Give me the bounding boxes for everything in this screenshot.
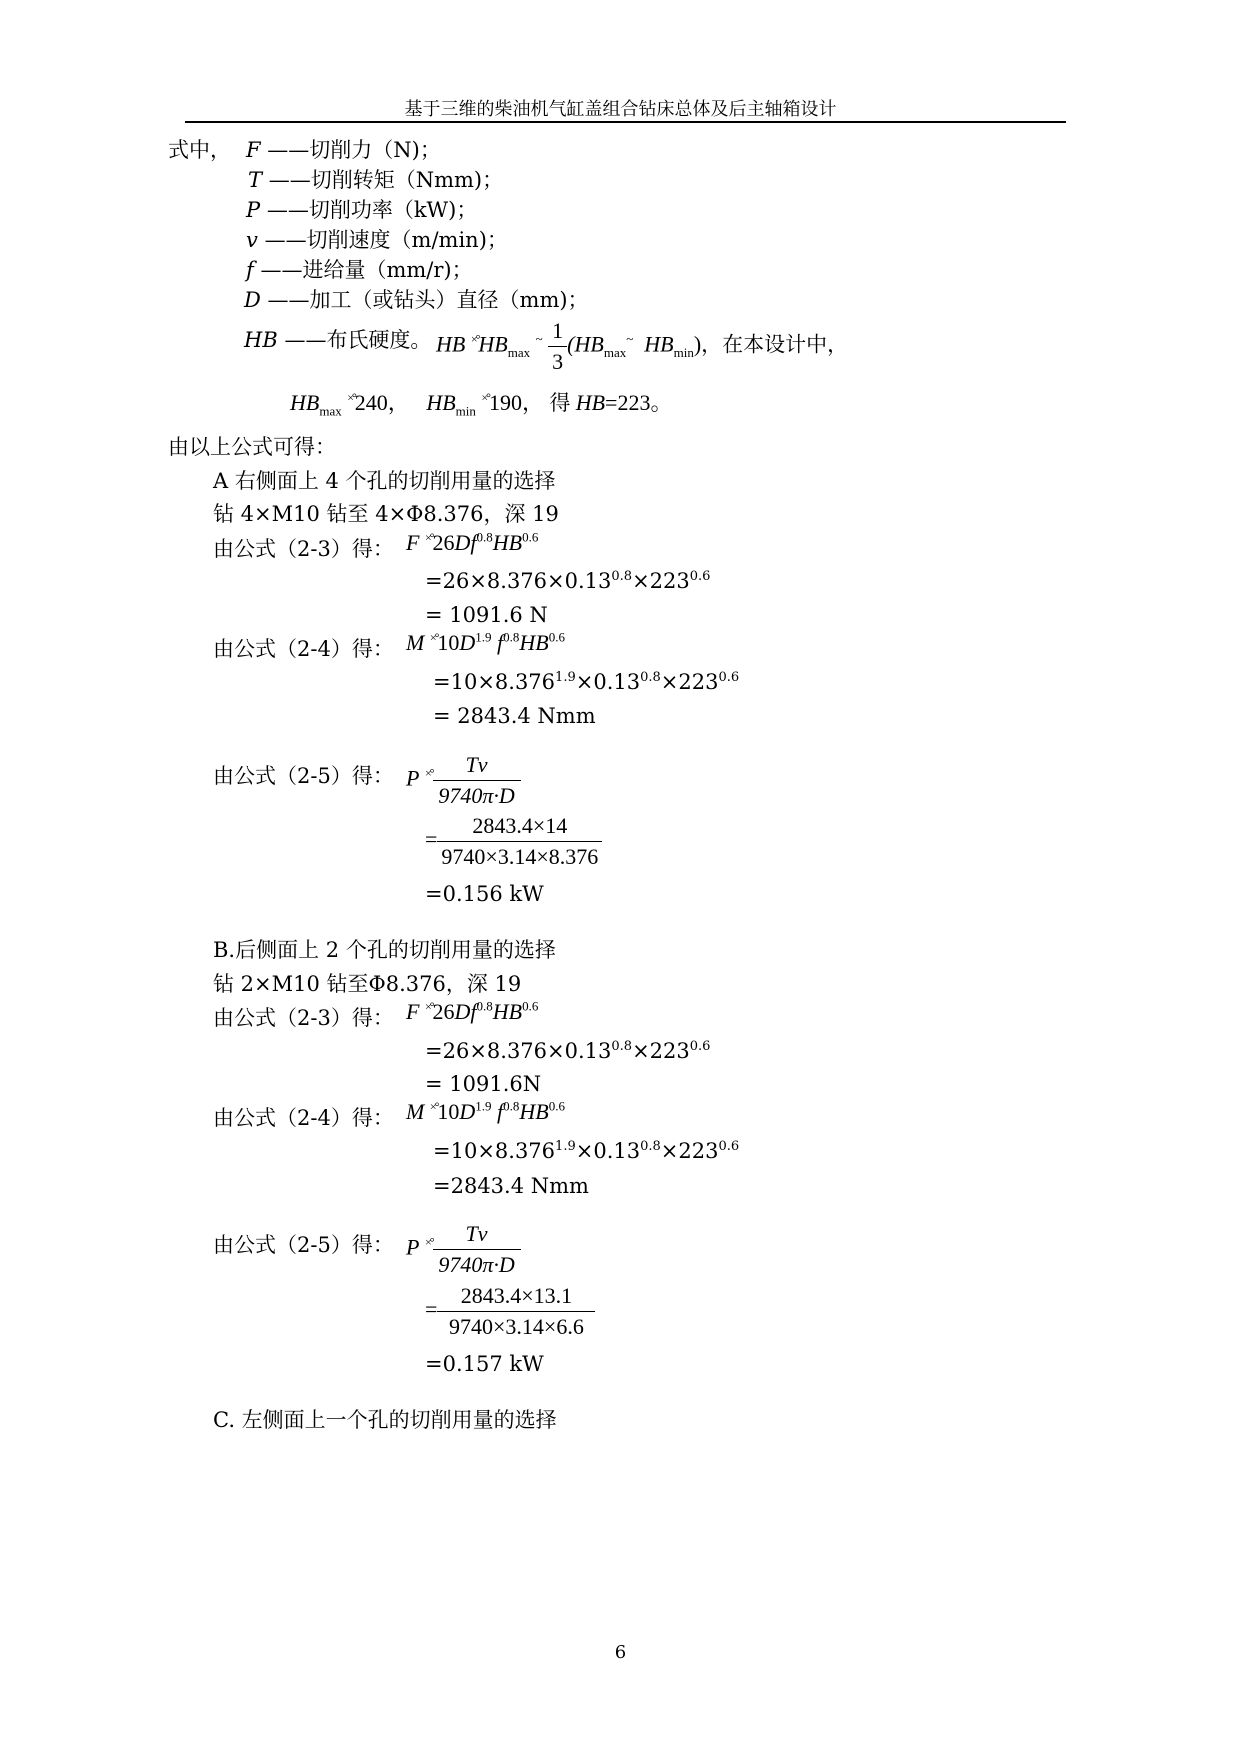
formula-subscript: max — [603, 344, 627, 360]
fraction-denominator: 9740π·D — [438, 1252, 515, 1277]
formula-term: HB — [290, 390, 320, 415]
formula-value: 240， — [354, 390, 410, 415]
formula-label: 由公式（2-3）得： — [213, 1006, 394, 1030]
formula-coef: 10 — [437, 630, 460, 655]
torque-result: =2843.4 Nmm — [433, 1174, 589, 1198]
force-formula — [406, 999, 538, 1025]
formula-term: HB — [426, 390, 456, 415]
formula-label: 由公式（2-4）得： — [213, 1106, 394, 1130]
def-diameter — [244, 286, 589, 314]
def-symbol: HB — [244, 328, 278, 352]
fraction-denominator: 9740π·D — [438, 783, 515, 808]
relation-symbol: ×° — [347, 390, 355, 405]
formula-lhs: P — [406, 765, 420, 791]
formula-exponent: 0.6 — [522, 998, 539, 1014]
formula-label: 由公式（2-3）得： — [213, 537, 394, 561]
formula-exponent: 0.6 — [548, 629, 565, 645]
formula-fraction — [437, 1283, 595, 1340]
calc-exponent: 0.8 — [640, 1139, 661, 1154]
def-power — [246, 196, 477, 224]
formula-lhs: M — [406, 630, 425, 655]
def-symbol: f — [246, 258, 254, 282]
formula-term: ) — [693, 331, 702, 357]
formula-term: D — [459, 630, 476, 655]
power-formula — [406, 752, 521, 809]
formula-subscript: max — [507, 344, 531, 360]
calc-text: ×0.13 — [575, 1139, 641, 1163]
fraction-denominator: 9740×3.14×8.376 — [441, 844, 599, 869]
calc-exponent: 0.8 — [611, 569, 633, 584]
def-description: ——布氏硬度。 — [284, 328, 432, 352]
force-substitution — [425, 567, 710, 595]
calc-text: ×223 — [632, 1039, 690, 1063]
relation-symbol: ×° — [424, 530, 433, 545]
section-a-heading: A 右侧面上 4 个孔的切削用量的选择 — [213, 469, 556, 493]
formula-exponent: 1.9 — [475, 1098, 492, 1114]
formula-tail: ，在本设计中， — [701, 332, 849, 357]
def-speed — [246, 226, 508, 254]
formula-fraction — [433, 1221, 521, 1278]
header-rule — [185, 121, 1066, 123]
formula-term: HB — [492, 999, 523, 1024]
fraction-denominator: 3 — [552, 349, 564, 374]
formula-term: HB — [519, 1099, 549, 1124]
formula-lhs: HB — [436, 331, 466, 357]
formula-term: HB — [492, 530, 523, 555]
formula-exponent: 0.8 — [503, 629, 520, 645]
formula-coef: 10 — [437, 1099, 460, 1124]
calc-text: =10×8.376 — [433, 670, 556, 694]
calc-text: =26×8.376×0.13 — [425, 1039, 612, 1063]
formula-lhs: M — [406, 1099, 425, 1124]
def-symbol: P — [246, 198, 261, 222]
def-description: ——切削力（N)； — [267, 138, 441, 162]
where-lead: 式中， — [168, 138, 231, 162]
formula-term: D — [459, 1099, 476, 1124]
calc-text: ×0.13 — [575, 670, 641, 694]
relation-symbol: ×° — [470, 332, 479, 347]
fraction-numerator: Tv — [433, 752, 521, 781]
formula-lhs: F — [406, 530, 420, 555]
force-result: = 1091.6 N — [425, 603, 548, 627]
formula-label: 由公式（2-4）得： — [213, 637, 394, 661]
formula-exponent: 0.6 — [522, 529, 539, 545]
calc-text: =26×8.376×0.13 — [425, 569, 612, 593]
hb-values — [290, 386, 672, 417]
def-description: ——切削功率（kW)； — [266, 198, 478, 222]
def-symbol: v — [246, 228, 258, 252]
def-description: ——切削速度（m/min)； — [264, 228, 508, 252]
fraction-numerator: Tv — [433, 1221, 521, 1250]
formula-text: 得 — [549, 391, 576, 415]
calc-exponent: 0.6 — [689, 569, 711, 584]
def-torque — [248, 166, 503, 194]
torque-substitution — [433, 1137, 739, 1165]
formula-exponent: 0.6 — [548, 1098, 565, 1114]
formula-exponent: 1.9 — [475, 629, 492, 645]
torque-result: = 2843.4 Nmm — [433, 704, 596, 728]
power-result: =0.157 kW — [425, 1352, 544, 1376]
formula-term: f — [470, 530, 477, 555]
def-hardness — [244, 326, 431, 354]
force-substitution — [425, 1037, 710, 1065]
formula-term: f — [497, 630, 504, 655]
formula-subscript: min — [673, 344, 694, 360]
fraction-numerator: 1 — [548, 318, 567, 347]
formula-fraction — [437, 813, 602, 870]
def-symbol: T — [248, 168, 263, 192]
relation-symbol: ×° — [429, 1099, 438, 1114]
def-symbol: F — [246, 138, 261, 162]
torque-formula — [406, 630, 565, 656]
formula-fraction — [433, 752, 521, 809]
formula-term: D — [454, 530, 471, 555]
formula-tilde: ~ — [535, 331, 543, 347]
def-symbol: D — [244, 288, 261, 312]
calc-text: ×223 — [660, 1139, 719, 1163]
fraction-numerator: 2843.4×14 — [437, 813, 602, 842]
intro-paragraph: 由以上公式可得： — [168, 435, 336, 459]
def-description: ——切削转矩（Nmm)； — [268, 168, 504, 192]
fraction-numerator: 2843.4×13.1 — [437, 1283, 595, 1312]
formula-coef: 26 — [432, 999, 455, 1024]
torque-formula — [406, 1099, 565, 1125]
calc-exponent: 1.9 — [555, 670, 576, 685]
formula-coef: 26 — [432, 530, 455, 555]
formula-lhs: F — [406, 999, 420, 1024]
relation-symbol: ×° — [481, 390, 489, 405]
formula-fraction — [548, 318, 567, 375]
calc-text: = — [425, 1296, 438, 1322]
calc-exponent: 0.6 — [718, 1139, 740, 1154]
formula-subscript: max — [319, 403, 342, 419]
formula-term: HB — [575, 390, 606, 415]
power-substitution — [425, 1283, 595, 1340]
section-b-drill: 钻 2×M10 钻至Φ8.376，深 19 — [213, 972, 522, 996]
force-formula — [406, 530, 538, 556]
formula-value: =223。 — [605, 390, 673, 415]
power-substitution — [425, 813, 602, 870]
calc-exponent: 0.6 — [689, 1039, 711, 1054]
section-c-heading: C. 左侧面上一个孔的切削用量的选择 — [213, 1408, 557, 1432]
section-a-drill: 钻 4×M10 钻至 4×Φ8.376，深 19 — [213, 502, 559, 526]
formula-term: f — [470, 999, 477, 1024]
hb-formula — [436, 318, 848, 375]
calc-exponent: 0.6 — [718, 670, 740, 685]
calc-text: ×223 — [632, 569, 690, 593]
formula-value: 190， — [488, 390, 544, 415]
def-description: ——进给量（mm/r)； — [260, 258, 473, 282]
formula-exponent: 0.8 — [503, 1098, 520, 1114]
fraction-denominator: 9740×3.14×6.6 — [449, 1314, 584, 1339]
formula-term: f — [497, 1099, 504, 1124]
formula-exponent: 0.8 — [476, 998, 493, 1014]
formula-term: HB — [644, 331, 674, 357]
calc-text: =10×8.376 — [433, 1139, 556, 1163]
relation-symbol: ×° — [424, 1235, 433, 1250]
calc-text: ×223 — [660, 670, 719, 694]
formula-lhs: P — [406, 1234, 420, 1260]
formula-term: HB — [519, 630, 549, 655]
calc-exponent: 0.8 — [640, 670, 661, 685]
section-b-heading: B.后侧面上 2 个孔的切削用量的选择 — [213, 938, 556, 962]
power-result: =0.156 kW — [425, 882, 544, 906]
power-formula — [406, 1221, 521, 1278]
calc-exponent: 1.9 — [555, 1139, 576, 1154]
calc-text: = — [425, 826, 438, 852]
formula-term: D — [454, 999, 471, 1024]
page-number: 6 — [614, 1642, 627, 1663]
relation-symbol: ×° — [424, 999, 433, 1014]
formula-label: 由公式（2-5）得： — [213, 1233, 394, 1257]
relation-symbol: ×° — [424, 766, 433, 781]
relation-symbol: ×° — [429, 630, 438, 645]
def-feed — [246, 256, 473, 284]
def-force — [246, 136, 441, 164]
running-header: 基于三维的柴油机气缸盖组合钻床总体及后主轴箱设计 — [404, 99, 837, 120]
calc-exponent: 0.8 — [611, 1039, 633, 1054]
force-result: = 1091.6N — [425, 1072, 542, 1096]
formula-tilde: ~ — [626, 331, 634, 347]
formula-term: (HB — [567, 331, 604, 357]
formula-subscript: min — [455, 403, 476, 419]
formula-label: 由公式（2-5）得： — [213, 764, 394, 788]
formula-term: HB — [478, 331, 508, 357]
def-description: ——加工（或钻头）直径（mm)； — [267, 288, 589, 312]
formula-exponent: 0.8 — [476, 529, 493, 545]
torque-substitution — [433, 668, 739, 696]
